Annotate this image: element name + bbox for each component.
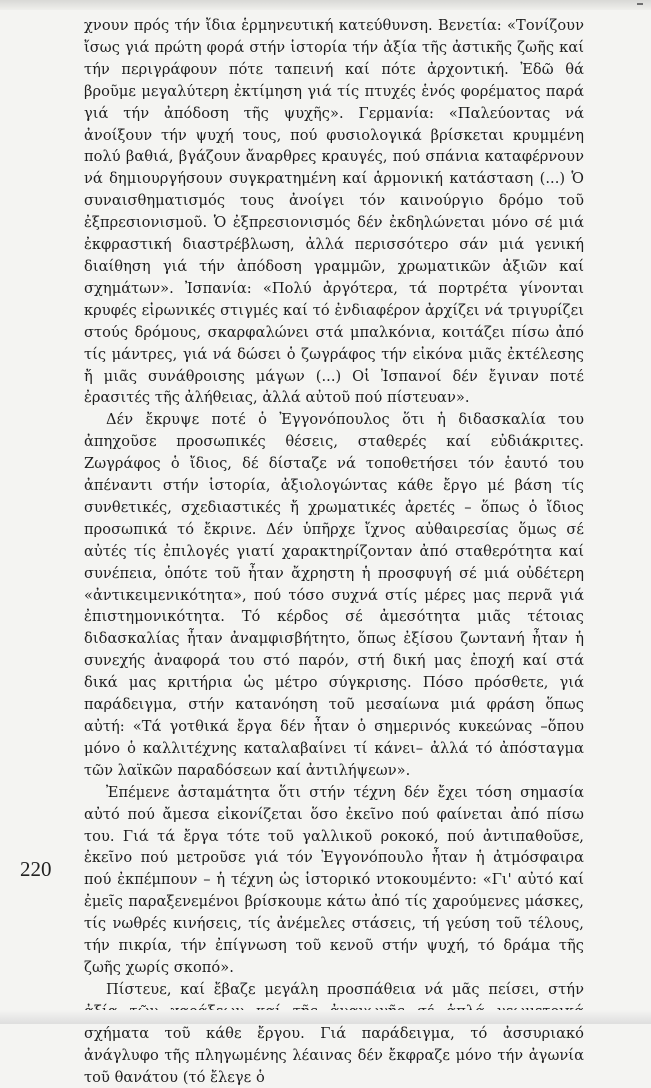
page-number: 220 — [20, 857, 52, 881]
paragraph-4: Πίστευε, καί ἔβαζε μεγάλη προσπάθεια νά μᾶς πείσει, στήν σχήματα τοῦ κάθε ἔργου. Γιά παράδειγμα, τό ἀσσυριακό ἀνάγλυφο τῆς πληγωμένης λέαινας δέν ἔκφραζε μόνο τήν ἀγωνία τοῦ θανάτου (τό ἔλεγε ὁ — [84, 980, 584, 1086]
page-bottom-edge — [0, 1010, 651, 1024]
page-top-edge — [0, 0, 651, 10]
page-body-text — [84, 15, 584, 1088]
paragraph-3: Ἐπέμενε ἀσταμάτητα ὅτι στήν τέχνη δέν ἔχει τόση σημασία αὐτό πού ἄμεσα εἰκονίζεται ὅσο ἐκεῖνο πού φαίνεται ἀπό πίσω του. Γιά τά ἔργα τότε τοῦ γαλλικοῦ ροκοκό, πού ἀντιπαθοῦσε, ἐκεῖνο πού μετροῦσε γιά τόν Ἐγγονόπουλο ἦταν ἡ ἀτμόσφαιρα πού ἐκπέμπουν – ἡ τέχνη ὡς ἱστορικό ντοκουμέντο: «Γι' αὐτό καί ἐμεῖς παραξενεμένοι βρίσκουμε κάτω ἀπό τίς χαρούμενες μάσκες, τίς νωθρές κινήσεις, τίς ἀνέμελες στάσεις, τή γεύση τοῦ τέλους, τήν πικρία, τήν ἐπίγνωση τοῦ κενοῦ στήν ψυχή, τό δράμα τῆς ζωῆς χωρίς σκοπό». — [84, 783, 584, 976]
paragraph-2: Δέν ἔκρυψε ποτέ ὁ Ἐγγονόπουλος ὅτι ἡ διδασκαλία του ἀπηχοῦσε προσωπικές θέσεις, σταθερές καί εὐδιάκριτες. Ζωγράφος ὁ ἴδιος, δέ δίσταζε νά τοποθετήσει τόν ἑαυτό του ἀπέναντι στήν ἱστορία, ἀξιολογώντας κάθε ἔργο μέ βάση τίς συνθετικές, σχεδιαστικές ἤ χρωματικές ἀρετές – ὅπως ὁ ἴδιος προσωπικά τό ἔκρινε. Δέν ὑπῆρχε ἴχνος αὐθαιρεσίας ὅμως σέ αὐτές τίς ἐπιλογές γιατί χαρακτηρίζονταν ἀπό σταθερότητα καί συνέπεια, ὁπότε τοῦ ἦταν ἄχρηστη ἡ προσφυγή σέ μιά οὐδέτερη «ἀντικειμενικότητα», πού τόσο συχνά στίς μέρες μας περνᾶ γιά ἐπιστημονικότητα. Τό κέρδος σέ ἀμεσότητα μιᾶς τέτοιας διδασκαλίας ἦταν ἀναμφισβήτητο, ὅπως ἐξίσου ζωντανή ἦταν ἡ συνεχής ἀναφορά του στό παρόν, στή δική μας ἐποχή καί στά δικά μας κριτήρια ὡς μέτρο σύγκρισης. Πόσο πρόσθετε, γιά παράδειγμα, στήν κατανόηση τοῦ μεσαίωνα μιά φράση ὅπως αὐτή: «Τά γοτθικά ἔργα δέν ἦταν ὁ σημερινός κυκεώνας –ὅπου μόνο ὁ καλλιτέχνης καταλαβαίνει τί κάνει– ἀλλά τό ἀπόσταγμα τῶν λαϊκῶν παραδόσεων καί ἀντιλήψεων». — [84, 411, 584, 779]
paragraph-1: χνουν πρός τήν ἴδια ἑρμηνευτική κατεύθυνση. Βενετία: «Τονίζουν ἴσως γιά πρώτη φορά στήν ἱστορία τήν ἀξία τῆς ἀστικῆς ζωῆς καί τήν περιγράφουν πότε ταπεινή καί πότε ἀρχοντική. Ἐδῶ θά βροῦμε μεγαλύτερη ἐκτίμηση γιά τίς πτυχές ἑνός φορέματος παρά γιά τήν ἀπόδοση τῆς ψυχῆς». Γερμανία: «Παλεύοντας νά ἀνοίξουν τήν ψυχή τους, πού φυσιολογικά βρίσκεται κρυμμένη πολύ βαθιά, βγάζουν ἄναρθρες κραυγές, πού σπάνια καταφέρνουν νά δημιουργήσουν συγκρατημένη καί ἁρμονική κατάσταση (...) Ὁ συναισθηματισμός τους ἀνοίγει τόν καινούργιο δρόμο τοῦ ἐξπρεσιονισμοῦ. Ὁ ἐξπρεσιονισμός δέν ἐκδηλώνεται μόνο σέ μιά ἐκφραστική διαστρέβλωση, ἀλλά περισσότερο σάν μιά γενική διαίθηση γιά τήν ἀπόδοση γραμμῶν, χρωματικῶν ἀξιῶν καί σχημάτων». Ἰσπανία: «Πολύ ἀργότερα, τά πορτρέτα γίνονται κρυφές εἰρωνικές στιγμές καί τό ἐνδιαφέρον ἀρχίζει νά τριγυρίζει στούς δρόμους, σκαρφαλώνει στά μπαλκόνια, κοιτάζει πίσω ἀπό τίς μάντρες, γιά νά δώσει ὁ ζωγράφος τήν εἰκόνα μιᾶς ἐκτέλεσης ἤ μιᾶς συνάθροισης μάγων (...) Οἱ Ἰσπανοί δέν ἔγιναν ποτέ ἐρασιτές τῆς ἀλήθειας, ἀλλά αὐτοῦ πού πίστευαν». — [84, 17, 584, 407]
scan-mark — [637, 3, 643, 5]
